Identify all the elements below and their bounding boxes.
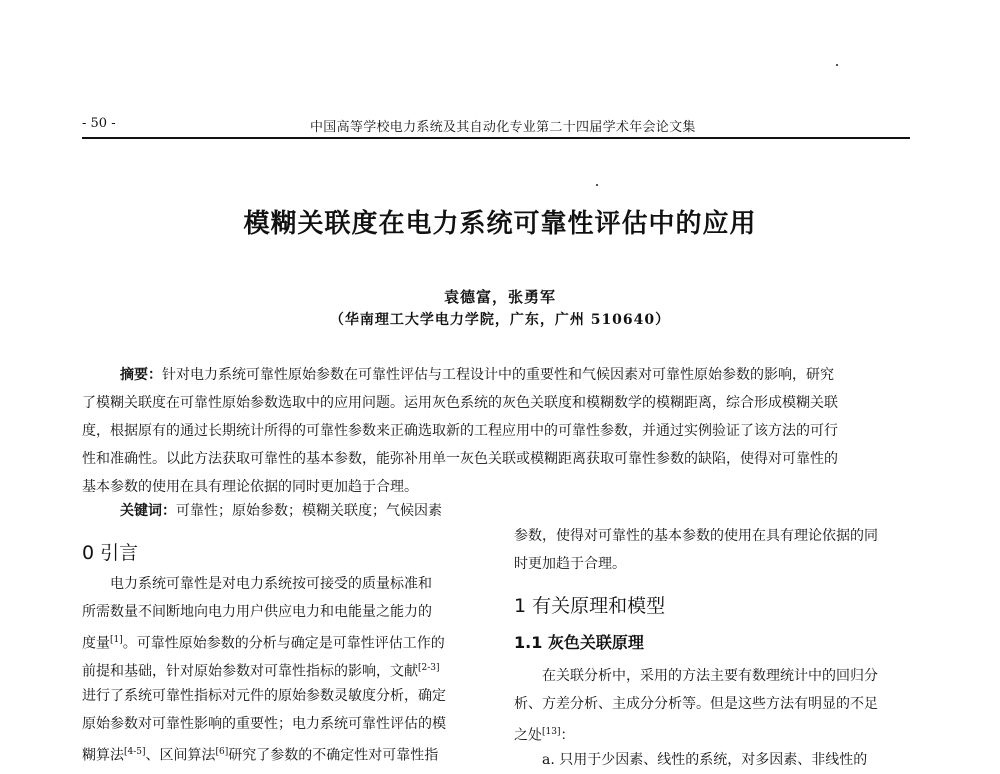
body-line: 糊算法[4-5]、区间算法[6]研究了参数的不确定性对可靠性指 — [82, 747, 439, 764]
keywords-label: 关键词： — [120, 503, 176, 519]
body-line: 之处[13]： — [514, 727, 575, 744]
body-line: 在关联分析中，采用的方法主要有数理统计中的回归分 — [542, 668, 878, 684]
body-line: 所需数量不间断地向电力用户供应电力和电能量之能力的 — [82, 604, 432, 620]
abstract-label: 摘要： — [120, 367, 162, 383]
abstract-line: 性和准确性。以此方法获取可靠性的基本参数，能弥补用单一灰色关联或模糊距离获取可靠性参数的缺陷，使得对可靠性的 — [82, 451, 838, 467]
running-head-title: 中国高等学校电力系统及其自动化专业第二十四届学术年会论文集 — [310, 120, 696, 135]
section-heading-introduction: 0 引言 — [82, 542, 139, 564]
header-rule — [82, 137, 910, 139]
abstract-line: 摘要：针对电力系统可靠性原始参数在可靠性评估与工程设计中的重要性和气候因素对可靠性原始参数的影响，研究 — [120, 367, 834, 383]
body-line: 时更加趋于合理。 — [514, 556, 626, 572]
abstract-line: 基本参数的使用在具有理论依据的同时更加趋于合理。 — [82, 479, 418, 495]
citation: [13] — [542, 727, 561, 737]
subsection-heading-grey-relation: 1.1 灰色关联原理 — [514, 633, 644, 652]
paper-title: 模糊关联度在电力系统可靠性评估中的应用 — [243, 209, 757, 239]
running-header — [82, 114, 910, 136]
body-line: 电力系统可靠性是对电力系统按可接受的质量标准和 — [110, 576, 432, 592]
paper-authors: 袁德富，张勇军 — [443, 288, 556, 306]
scan-speck — [836, 64, 838, 66]
keywords — [120, 500, 442, 520]
section-heading-principles: 1 有关原理和模型 — [514, 595, 666, 617]
keywords-text: 可靠性；原始参数；模糊关联度；气候因素 — [176, 503, 442, 519]
scan-speck — [596, 184, 598, 186]
citation: [2-3] — [418, 663, 440, 673]
body-line: 析、方差分析、主成分分析等。但是这些方法有明显的不足 — [514, 696, 878, 712]
body-line: 度量[1]。可靠性原始参数的分析与确定是可靠性评估工作的 — [82, 635, 445, 652]
body-line: 前提和基础，针对原始参数对可靠性指标的影响，文献[2-3] — [82, 663, 440, 680]
body-line: a. 只用于少因素、线性的系统，对多因素、非线性的 — [542, 752, 868, 768]
paper-affiliation: （华南理工大学电力学院，广东，广州 510640） — [329, 312, 671, 328]
citation: [1] — [110, 635, 123, 645]
citation: [4-5] — [124, 747, 146, 757]
body-line: 原始参数对可靠性影响的重要性；电力系统可靠性评估的模 — [82, 716, 446, 732]
abstract-line: 了模糊关联度在可靠性原始参数选取中的应用问题。运用灰色系统的灰色关联度和模糊数学的模糊距离，综合形成模糊关联 — [82, 395, 838, 411]
body-line: 参数，使得对可靠性的基本参数的使用在具有理论依据的同 — [514, 528, 878, 544]
abstract-line: 度，根据原有的通过长期统计所得的可靠性参数来正确选取新的工程应用中的可靠性参数，并通过实例验证了该方法的可行 — [82, 423, 838, 439]
page-number: - 50 - — [82, 116, 116, 131]
body-line: 进行了系统可靠性指标对元件的原始参数灵敏度分析，确定 — [82, 688, 446, 704]
citation: [6] — [215, 747, 229, 757]
